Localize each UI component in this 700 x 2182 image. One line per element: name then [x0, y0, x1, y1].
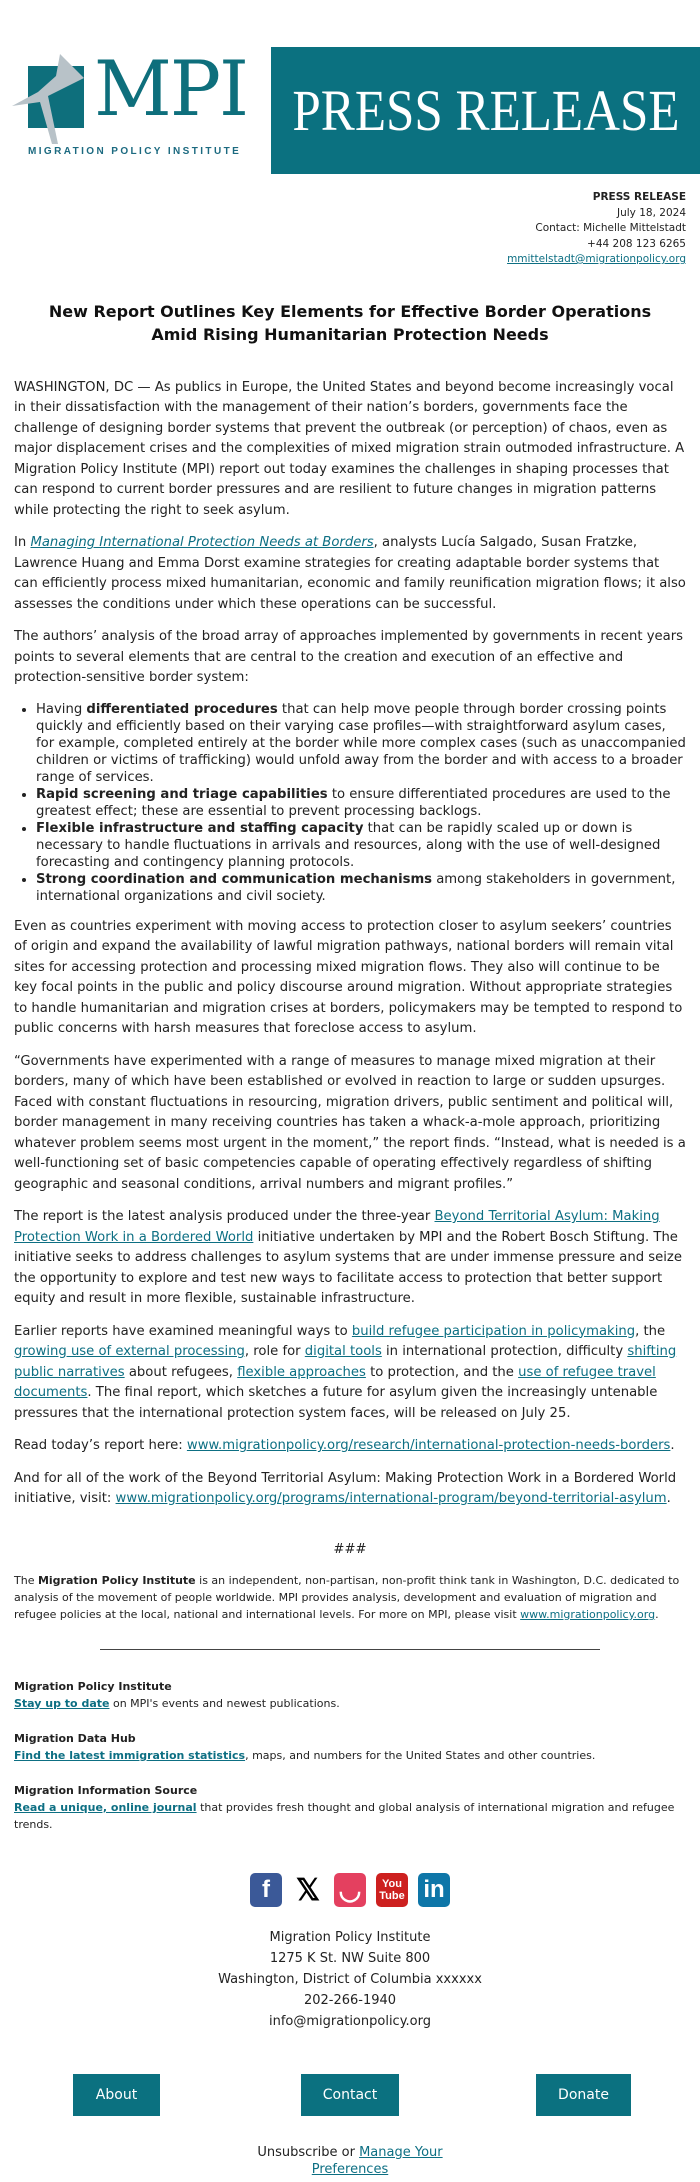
paragraph [14, 1207, 686, 1310]
phone: 202-266-1940 [303, 1993, 397, 2008]
text: Even as countries experiment with moving access to protection closer to asylum seekers’ countries of origin and expand the availability of lawful migration pathways, national borders will remain vital sites for accessing protection and processing mixed migration flows. They also will continue to be key focal points in the public and policy discourse around migration. Without appropriate strategies to handle humanitarian and migration crises at borders, policymakers may be tempted to respond to public concerns with harsh measures that foreclose access to asylum. [14, 918, 683, 1036]
text: , role for [244, 1344, 305, 1359]
glyph: f [262, 1876, 270, 1903]
bold-text: Migration Policy Institute [37, 1574, 196, 1587]
inline-link[interactable]: digital tools [304, 1344, 382, 1359]
key-elements-list [14, 701, 686, 905]
section-text: that provides fresh thought and global analysis of international migration and refugee trends. [14, 1801, 675, 1831]
text: . [670, 1438, 675, 1453]
text: Earlier reports have examined meaningful ways to [14, 1323, 352, 1339]
section-title: Migration Information Source [14, 1784, 198, 1797]
org-name: Migration Policy Institute [269, 1930, 431, 1945]
contact-name: Contact: Michelle Mittelstadt [535, 222, 686, 234]
text: . [666, 1491, 671, 1506]
list-item [36, 820, 686, 871]
paragraph [14, 1436, 686, 1457]
contact-button[interactable]: Contact [301, 2074, 399, 2116]
section-title: Migration Data Hub [14, 1732, 136, 1745]
street: 1275 K St. NW Suite 800 [269, 1951, 431, 1966]
paragraph [14, 533, 686, 615]
logo-subtitle: MIGRATION POLICY INSTITUTE [28, 146, 242, 157]
footer-section [0, 1678, 700, 1712]
unsubscribe-link[interactable]: Unsubscribe [257, 2145, 338, 2160]
manage-preferences-link[interactable]: Manage Your Preferences [311, 2145, 443, 2177]
paragraph [14, 1469, 686, 1510]
text: that can help move people through border crossing points quickly and efficiently based on their varying case profiles—with straightforward asylum cases, for example, completed entirely at the border while more complex cases (such as unaccompanied children or victims of trafficking) would unfold away from the border and with access to a broader range of services. [36, 701, 686, 785]
contact-email-link[interactable]: mmittelstadt@migrationpolicy.org [507, 253, 686, 265]
inline-link[interactable]: www.migrationpolicy.org/programs/international-program/beyond-territorial-asylum [115, 1491, 667, 1506]
contact-block [0, 190, 700, 268]
footer-section [0, 1782, 700, 1833]
footer-section [0, 1730, 700, 1764]
text: . The final report, which sketches a future for asylum given the increasingly untenable pressures that the international protection system faces, will be released on July 25. [14, 1385, 658, 1421]
section-link[interactable]: Stay up to date [14, 1697, 110, 1710]
text: about refugees, [124, 1364, 238, 1380]
or-text: or [337, 2145, 360, 2160]
facebook-icon[interactable] [250, 1873, 282, 1907]
paragraph [14, 627, 686, 689]
article-body [0, 378, 700, 1561]
paragraph [14, 378, 686, 522]
footer-buttons [0, 2074, 700, 2124]
body-paragraphs [14, 917, 686, 1510]
inline-link[interactable]: shifting public narratives [14, 1344, 677, 1380]
text: And for all of the work of the Beyond Territorial Asylum: Making Protection Work in a Bordered World initiative, visit: [14, 1470, 677, 1506]
glyph: ◡ [338, 1874, 362, 1905]
text: among stakeholders in government, international organizations and civil society. [36, 871, 676, 904]
inline-link[interactable]: build refugee participation in policymaking [351, 1323, 636, 1339]
inline-link[interactable]: Managing International Protection Needs at Borders [30, 535, 374, 550]
text: In [14, 535, 31, 550]
youtube-icon[interactable] [376, 1873, 408, 1907]
intro-paragraphs [14, 378, 686, 689]
text: , analysts Lucía Salgado, Susan Fratzke, Lawrence Huang and Emma Dorst examine strategies for creating adaptable border systems that can efficiently process mixed humanitarian, economic and family reunification migration flows; it also assesses the conditions under which these operations can be successful. [14, 535, 686, 612]
unsubscribe-line [250, 2144, 450, 2178]
text: The report is the latest analysis produced under the three-year [14, 1209, 435, 1224]
inline-link[interactable]: growing use of external processing [14, 1344, 245, 1359]
release-date: July 18, 2024 [617, 206, 686, 219]
instagram-icon[interactable] [334, 1873, 366, 1907]
text: is an independent, non-partisan, non-profit think tank in Washington, D.C. dedicated to analysis of the movement of people worldwide. MPI provides analysis, development and evaluation of migration and refugee policies at the local, national and international levels. For more on MPI, please visit [14, 1574, 680, 1621]
section-text: , maps, and numbers for the United States and other countries. [245, 1749, 596, 1762]
header [0, 0, 700, 190]
text: in international protection, difficulty [381, 1344, 628, 1359]
text: that can be rapidly scaled up or down is necessary to handle fluctuations in arrivals and resources, along with the use of well-designed forecasting and contingency planning protocols. [36, 820, 661, 870]
section-title: Migration Policy Institute [14, 1680, 172, 1693]
glyph: in [423, 1876, 445, 1903]
section-text: on MPI's events and newest publications. [109, 1697, 340, 1710]
about-button[interactable]: About [73, 2074, 160, 2116]
address-block [0, 1927, 700, 2032]
inline-link[interactable]: www.migrationpolicy.org/research/international-protection-needs-borders [186, 1438, 671, 1453]
text: . [655, 1608, 659, 1621]
text: “Governments have experimented with a range of measures to manage mixed migration at their borders, many of which have been established or evolved in reaction to large or sudden upsurges. Faced with constant fluctuations in resourcing, migration drivers, public sentiment and political will, border management in many receiving countries has taken a whack-a-mole approach, prioritizing whatever problem seems most urgent in the moment,” the report finds. “Instead, what is needed is a well-functioning set of basic competencies capable of operating effectively regardless of shifting geographic and seasonal conditions, arrival numbers and migrant profiles.” [14, 1053, 686, 1192]
text: , the [635, 1323, 666, 1339]
text: The [14, 1574, 38, 1587]
text: initiative undertaken by MPI and the Robert Bosch Stiftung. The initiative seeks to address challenges to asylum systems that are under immense pressure and seize the opportunity to explore and test new ways to facilitate access to protection that better support equity and result in more flexible, sustainable infrastructure. [14, 1229, 682, 1306]
text: Having [36, 701, 87, 717]
end-mark: ### [333, 1541, 367, 1557]
inline-link[interactable]: Beyond Territorial Asylum: Making Protection Work in a Bordered World [14, 1209, 660, 1245]
logo-mark-icon [12, 48, 102, 153]
footer-sections [0, 1678, 700, 1833]
email: info@migrationpolicy.org [269, 2014, 431, 2029]
mpi-logo[interactable] [12, 44, 262, 158]
paragraph [14, 1322, 686, 1425]
paragraph [14, 1052, 686, 1196]
x-icon[interactable] [292, 1873, 324, 1907]
text: to protection, and the [365, 1364, 519, 1380]
release-label: PRESS RELEASE [592, 191, 686, 203]
list-item [36, 701, 686, 786]
glyph: You Tube [379, 1878, 405, 1902]
social-links [0, 1873, 700, 1907]
donate-button[interactable]: Donate [536, 2074, 631, 2116]
list-item [36, 786, 686, 820]
press-release-banner [271, 47, 700, 174]
bold-text: Rapid screening and triage capabilities [36, 786, 328, 802]
about-mpi [0, 1572, 700, 1623]
banner-title: PRESS RELEASE [291, 78, 680, 143]
linkedin-icon[interactable] [418, 1873, 450, 1907]
headline: New Report Outlines Key Elements for Effective Border Operations Amid Rising Humanitarian Protection Needs [48, 301, 652, 344]
text: to ensure differentiated procedures are used to the greatest effect; these are essential to prevent processing backlogs. [36, 786, 671, 819]
city: Washington, District of Columbia xxxxxx [218, 1972, 482, 1987]
paragraph [14, 917, 686, 1040]
glyph: 𝕏 [295, 1873, 321, 1907]
inline-link[interactable]: flexible approaches [237, 1364, 366, 1380]
contact-phone: +44 208 123 6265 [587, 237, 686, 250]
text: The authors’ analysis of the broad array of approaches implemented by governments in recent years points to several elements that are central to the creation and execution of an effective and protection-sensitive border system: [14, 629, 684, 685]
bold-text: Flexible infrastructure and staffing capacity [36, 820, 364, 836]
text: WASHINGTON, DC — As publics in Europe, the United States and beyond become increasingly vocal in their dissatisfaction with the management of their nation’s borders, governments face the challenge of designing border systems that prevent the outbreak (or perception) of chaos, even as major displacement crises and the complexities of mixed migration strain outmoded infrastructure. A Migration Policy Institute (MPI) report out today examines the challenges in shaping processes that can respond to current border pressures and are resilient to future changes in migration patterns while protecting the right to seek asylum. [14, 379, 685, 518]
section-link[interactable]: Find the latest immigration statistics [14, 1749, 246, 1762]
section-link[interactable]: Read a unique, online journal [14, 1801, 197, 1814]
inline-link[interactable]: www.migrationpolicy.org [520, 1608, 656, 1621]
text: Read today’s report here: [14, 1438, 187, 1453]
list-item [36, 871, 686, 905]
divider [100, 1649, 600, 1650]
bold-text: Strong coordination and communication mechanisms [36, 871, 433, 887]
inline-link[interactable]: use of refugee travel documents [14, 1364, 656, 1400]
logo-text: MPI [94, 44, 247, 133]
bold-text: differentiated procedures [86, 701, 278, 717]
